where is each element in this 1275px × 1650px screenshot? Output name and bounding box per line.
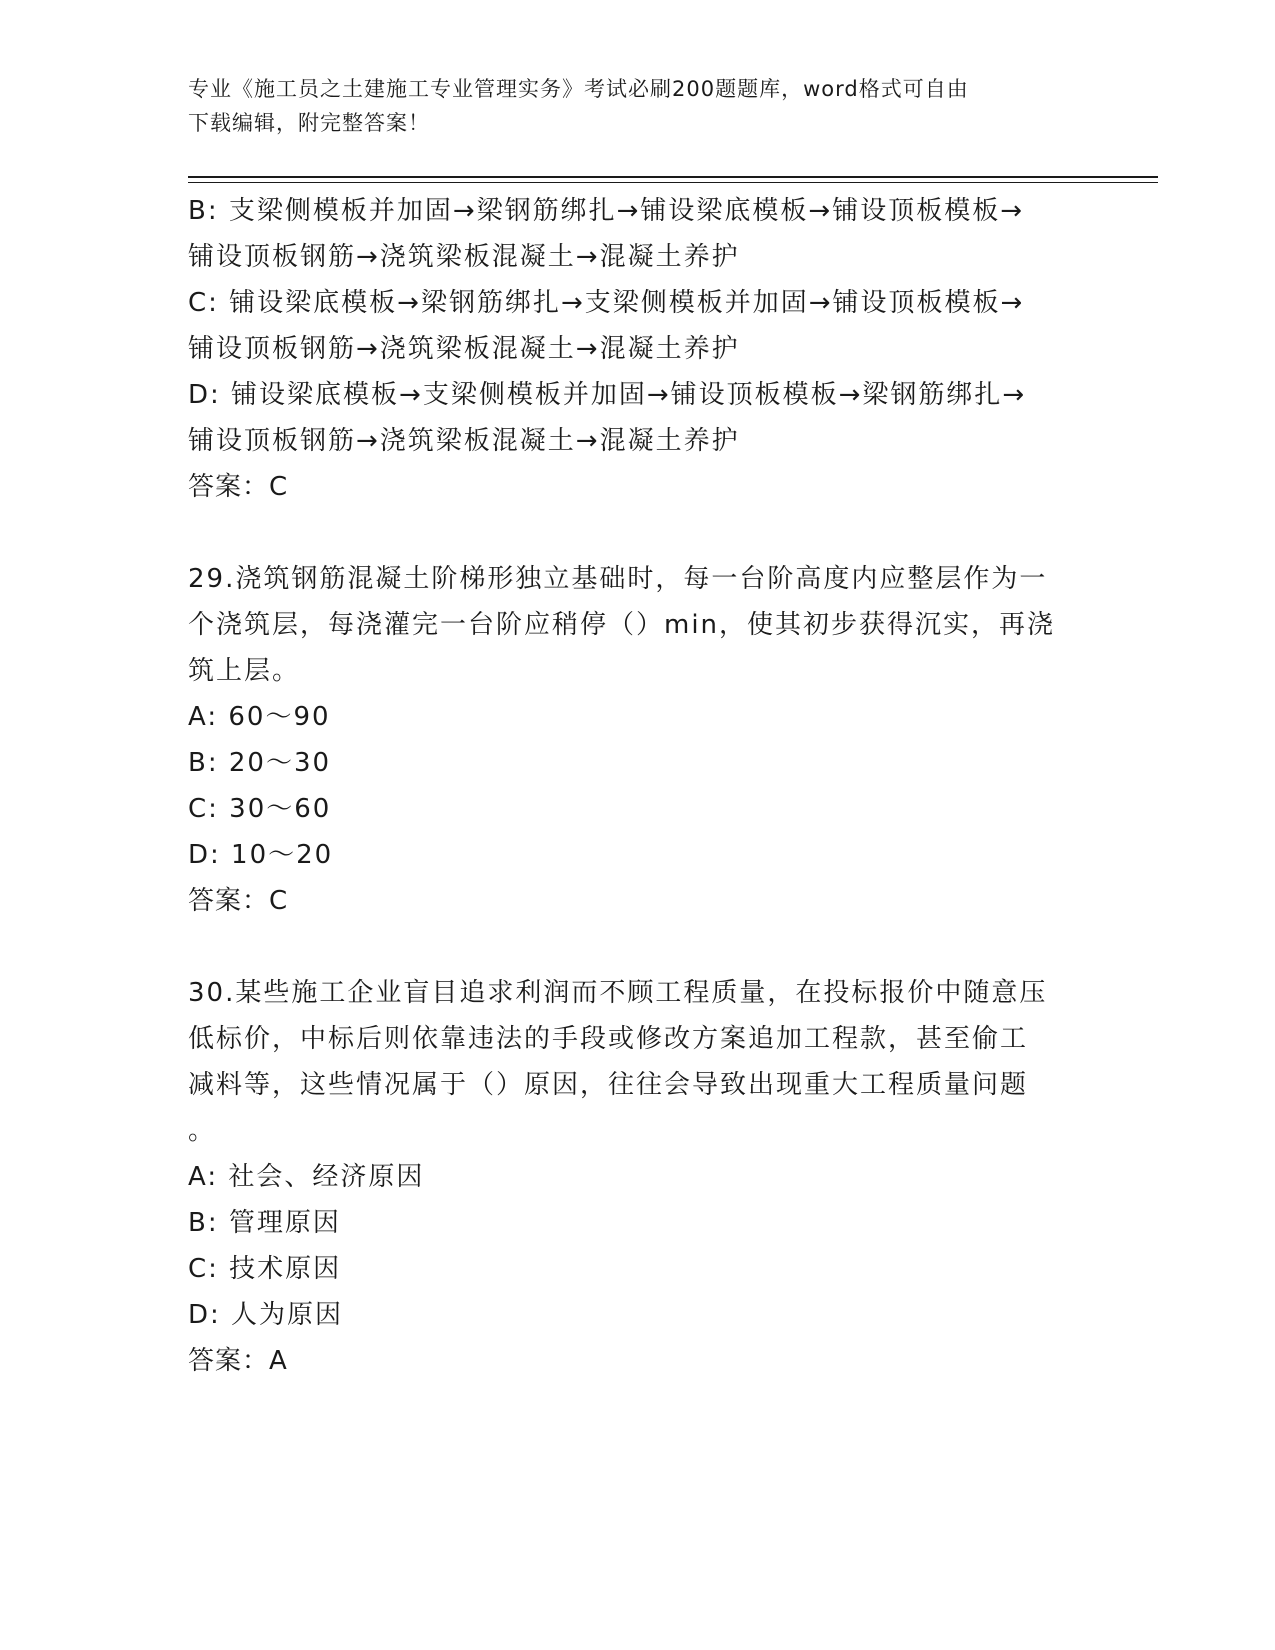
spacer (188, 510, 1088, 556)
q30-option-a: A: 社会、经济原因 (188, 1162, 425, 1192)
q30-answer: 答案：A (188, 1346, 288, 1376)
q30-stem-line-3: 减料等，这些情况属于（）原因，往往会导致出现重大工程质量问题 (188, 1070, 1029, 1100)
q28-option-c-line-2: 铺设顶板钢筋→浇筑梁板混凝土→混凝土养护 (188, 334, 740, 364)
q28-option-d-line-1: D: 铺设梁底模板→支梁侧模板并加固→铺设顶板模板→梁钢筋绑扎→ (188, 380, 1027, 410)
q28-option-d-line-2: 铺设顶板钢筋→浇筑梁板混凝土→混凝土养护 (188, 426, 740, 456)
question-30-block (188, 970, 1088, 1384)
q29-option-b: B: 20～30 (188, 748, 332, 778)
document-header (188, 72, 1068, 140)
q30-stem-line-1: 30.某些施工企业盲目追求利润而不顾工程质量，在投标报价中随意压 (188, 978, 1048, 1008)
question-29-block (188, 556, 1088, 924)
q29-stem-line-2: 个浇筑层，每浇灌完一台阶应稍停（）min，使其初步获得沉实，再浇 (188, 610, 1056, 640)
q30-stem-line-2: 低标价，中标后则依靠违法的手段或修改方案追加工程款，甚至偷工 (188, 1024, 1029, 1054)
question-28-block (188, 188, 1088, 510)
q30-option-d: D: 人为原因 (188, 1300, 344, 1330)
q28-option-c-line-1: C: 铺设梁底模板→梁钢筋绑扎→支梁侧模板并加固→铺设顶板模板→ (188, 288, 1025, 318)
q29-option-a: A: 60～90 (188, 702, 331, 732)
q30-stem-line-4: 。 (188, 1116, 217, 1146)
spacer (188, 924, 1088, 970)
q28-option-b-line-1: B: 支梁侧模板并加固→梁钢筋绑扎→铺设梁底模板→铺设顶板模板→ (188, 196, 1025, 226)
q30-option-c: C: 技术原因 (188, 1254, 342, 1284)
question-content (188, 188, 1088, 1384)
q29-stem-line-3: 筑上层。 (188, 656, 301, 686)
q30-option-b: B: 管理原因 (188, 1208, 341, 1238)
q28-answer: 答案：C (188, 472, 289, 502)
header-line-2: 下载编辑，附完整答案！ (188, 111, 430, 135)
q29-stem-line-1: 29.浇筑钢筋混凝土阶梯形独立基础时，每一台阶高度内应整层作为一 (188, 564, 1048, 594)
q29-option-c: C: 30～60 (188, 794, 332, 824)
header-divider-thick (188, 176, 1158, 178)
header-divider-thin (188, 182, 1158, 183)
q29-option-d: D: 10～20 (188, 840, 334, 870)
q29-answer: 答案：C (188, 886, 289, 916)
q28-option-b-line-2: 铺设顶板钢筋→浇筑梁板混凝土→混凝土养护 (188, 242, 740, 272)
header-line-1: 专业《施工员之土建施工专业管理实务》考试必刷200题题库，word格式可自由 (188, 77, 969, 101)
